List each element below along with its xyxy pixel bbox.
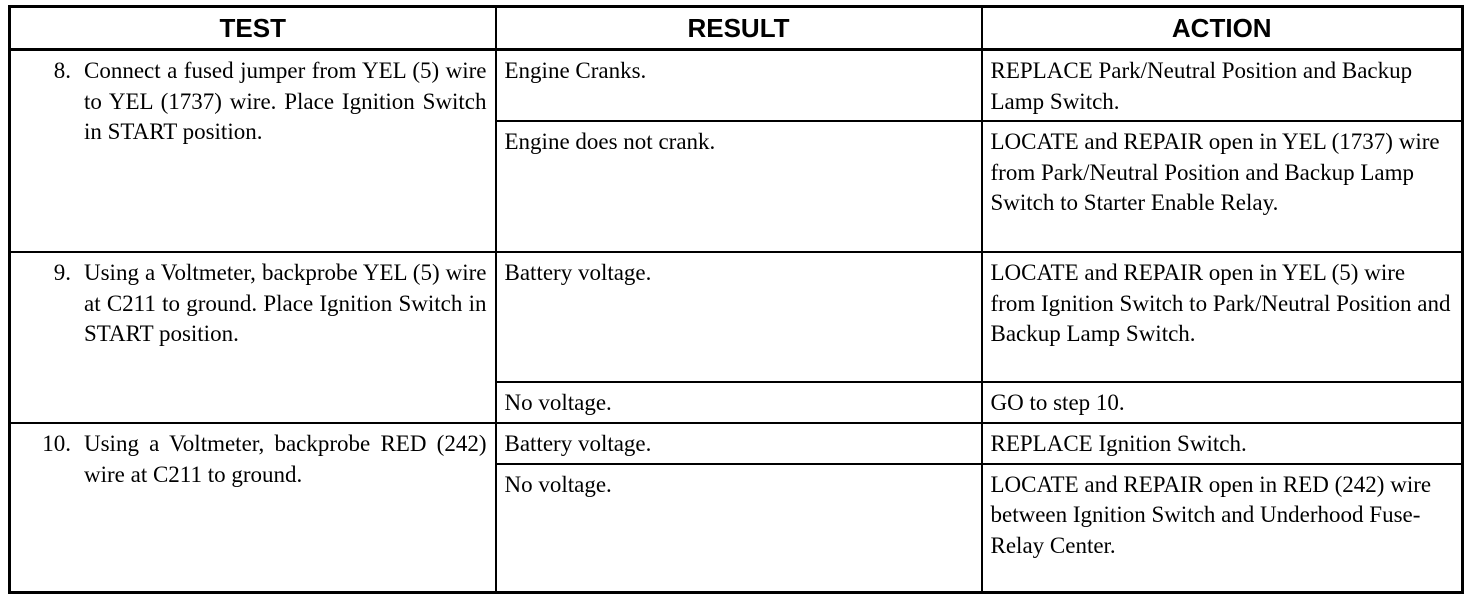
- action-cell: LOCATE and REPAIR open in YEL (1737) wire from Park/Neutral Position and Backup Lamp Switch to Starter Enable Relay.: [982, 121, 1463, 252]
- action-cell: GO to step 10.: [982, 382, 1463, 423]
- result-cell: Engine does not crank.: [496, 121, 982, 252]
- header-row: [10, 7, 1463, 50]
- table-row: [10, 423, 1463, 464]
- table-row: [10, 50, 1463, 122]
- header-result: RESULT: [496, 7, 982, 50]
- step-number: 8.: [53, 58, 71, 83]
- header-test: TEST: [10, 7, 496, 50]
- diagnostic-table-container: [8, 5, 1461, 594]
- test-instruction: Connect a fused jumper from YEL (5) wire to YEL (1737) wire. Place Ignition Switch in START position.: [84, 58, 487, 144]
- table-row: [10, 252, 1463, 382]
- result-cell: Engine Cranks.: [496, 50, 982, 122]
- test-instruction: Using a Voltmeter, backprobe YEL (5) wire at C211 to ground. Place Ignition Switch in START position.: [84, 260, 487, 346]
- header-action: ACTION: [982, 7, 1463, 50]
- test-cell-step-8: [10, 50, 496, 253]
- action-cell: LOCATE and REPAIR open in YEL (5) wire from Ignition Switch to Park/Neutral Position and Backup Lamp Switch.: [982, 252, 1463, 382]
- result-cell: No voltage.: [496, 464, 982, 593]
- result-cell: No voltage.: [496, 382, 982, 423]
- result-cell: Battery voltage.: [496, 423, 982, 464]
- result-cell: Battery voltage.: [496, 252, 982, 382]
- step-number: 10.: [42, 431, 71, 456]
- diagnostic-table: [8, 5, 1464, 594]
- action-cell: REPLACE Park/Neutral Position and Backup Lamp Switch.: [982, 50, 1463, 122]
- test-cell-step-9: [10, 252, 496, 423]
- step-number: 9.: [53, 260, 71, 285]
- test-instruction: Using a Voltmeter, backprobe RED (242) wire at C211 to ground.: [84, 431, 487, 487]
- action-cell: LOCATE and REPAIR open in RED (242) wire between Ignition Switch and Underhood Fuse-Relay Center.: [982, 464, 1463, 593]
- action-cell: REPLACE Ignition Switch.: [982, 423, 1463, 464]
- test-cell-step-10: [10, 423, 496, 593]
